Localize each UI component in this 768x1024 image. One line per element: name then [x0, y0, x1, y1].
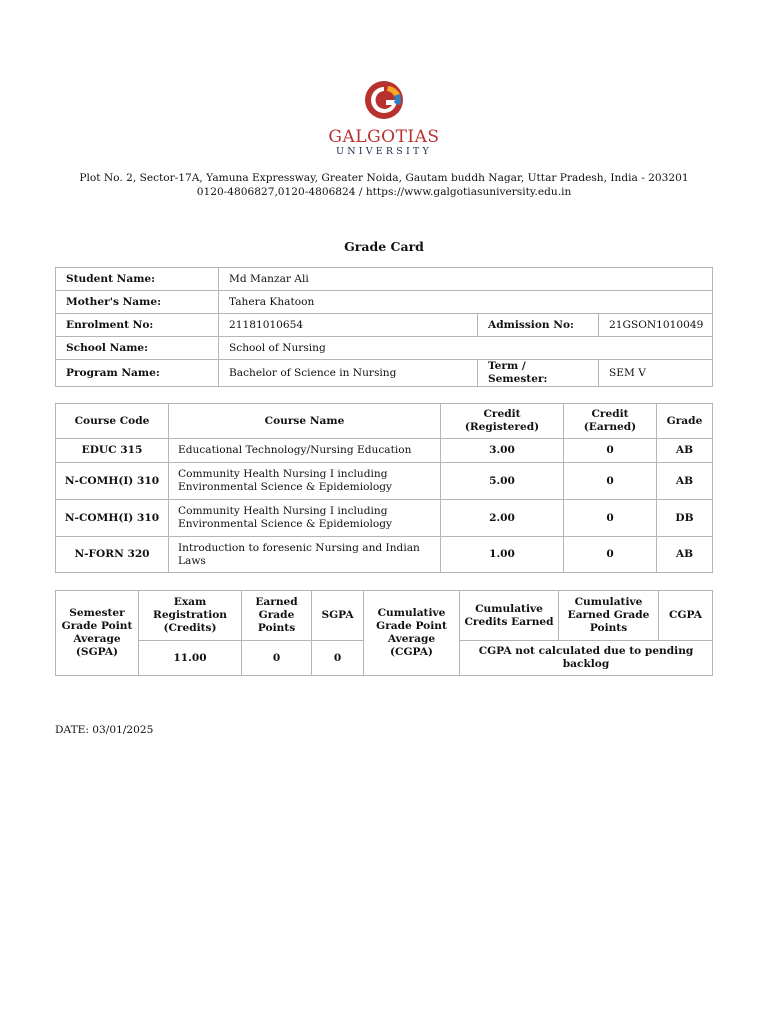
header-grade: Grade: [657, 404, 713, 439]
credit-earned: 0: [564, 500, 657, 537]
credit-registered: 5.00: [441, 463, 564, 500]
school-value: School of Nursing: [219, 337, 713, 360]
logo-name: GALGOTIAS: [328, 127, 440, 147]
sgpa-column-label: SGPA: [312, 591, 364, 641]
mother-name-label: Mother's Name:: [56, 291, 219, 314]
student-info-table: [55, 267, 713, 387]
cumulative-credits-label: Cumulative Credits Earned: [460, 591, 559, 641]
courses-header-row: [56, 404, 713, 439]
summary-header-row: [56, 591, 713, 641]
school-label: School Name:: [56, 337, 219, 360]
enrolment-label: Enrolment No:: [56, 314, 219, 337]
credit-registered: 3.00: [441, 439, 564, 463]
earned-grade-points-value: 0: [242, 641, 312, 676]
course-name: Educational Technology/Nursing Education: [169, 439, 441, 463]
student-name-label: Student Name:: [56, 268, 219, 291]
contact-line: 0120-4806827,0120-4806824 / https://www.galgotiasuniversity.edu.in: [196, 186, 572, 198]
table-row: [56, 439, 713, 463]
credit-registered: 1.00: [441, 537, 564, 573]
exam-registration-label: Exam Registration (Credits): [139, 591, 242, 641]
enrolment-value: 21181010654: [219, 314, 478, 337]
header-course-code: Course Code: [56, 404, 169, 439]
sgpa-label: Semester Grade Point Average (SGPA): [56, 591, 139, 676]
sgpa-summary-table: [55, 590, 713, 676]
course-code: N-COMH(I) 310: [56, 463, 169, 500]
student-name-value: Md Manzar Ali: [219, 268, 713, 291]
earned-grade-points-label: Earned Grade Points: [242, 591, 312, 641]
cgpa-label: Cumulative Grade Point Average (CGPA): [364, 591, 460, 676]
cumulative-points-label: Cumulative Earned Grade Points: [559, 591, 659, 641]
course-code: N-COMH(I) 310: [56, 500, 169, 537]
cgpa-column-label: CGPA: [659, 591, 713, 641]
grade: DB: [657, 500, 713, 537]
grade: AB: [657, 463, 713, 500]
cgpa-note: CGPA not calculated due to pending backlog: [460, 641, 713, 676]
term-value: SEM V: [599, 360, 713, 387]
grade: AB: [657, 439, 713, 463]
course-name: Introduction to foresenic Nursing and Indian Laws: [169, 537, 441, 573]
program-value: Bachelor of Science in Nursing: [219, 360, 478, 387]
credit-earned: 0: [564, 439, 657, 463]
courses-table: [55, 403, 713, 573]
table-row: [56, 463, 713, 500]
university-logo: [0, 78, 768, 157]
course-name: Community Health Nursing I including Environmental Science & Epidemiology: [169, 463, 441, 500]
mother-name-value: Tahera Khatoon: [219, 291, 713, 314]
term-label: Term / Semester:: [478, 360, 599, 387]
admission-label: Admission No:: [478, 314, 599, 337]
sgpa-value: 0: [312, 641, 364, 676]
credit-earned: 0: [564, 463, 657, 500]
credit-registered: 2.00: [441, 500, 564, 537]
course-code: EDUC 315: [56, 439, 169, 463]
header-credit-registered: Credit (Registered): [441, 404, 564, 439]
course-code: N-FORN 320: [56, 537, 169, 573]
header-credit-earned: Credit (Earned): [564, 404, 657, 439]
credit-earned: 0: [564, 537, 657, 573]
exam-registration-value: 11.00: [139, 641, 242, 676]
admission-value: 21GSON1010049: [599, 314, 713, 337]
program-label: Program Name:: [56, 360, 219, 387]
info-row: [56, 268, 713, 291]
issue-date: DATE: 03/01/2025: [55, 724, 154, 736]
course-name: Community Health Nursing I including Environmental Science & Epidemiology: [169, 500, 441, 537]
info-row: [56, 337, 713, 360]
university-address: [0, 171, 768, 199]
info-row: [56, 314, 713, 337]
table-row: [56, 537, 713, 573]
table-row: [56, 500, 713, 537]
address-line: Plot No. 2, Sector-17A, Yamuna Expressway, Greater Noida, Gautam buddh Nagar, Uttar Pradesh, India - 203201: [79, 172, 689, 184]
galgotias-logo-icon: [362, 78, 406, 122]
grade: AB: [657, 537, 713, 573]
info-row: [56, 291, 713, 314]
header-course-name: Course Name: [169, 404, 441, 439]
info-row: [56, 360, 713, 387]
logo-subtitle: UNIVERSITY: [336, 146, 432, 157]
page-title: Grade Card: [344, 239, 424, 254]
